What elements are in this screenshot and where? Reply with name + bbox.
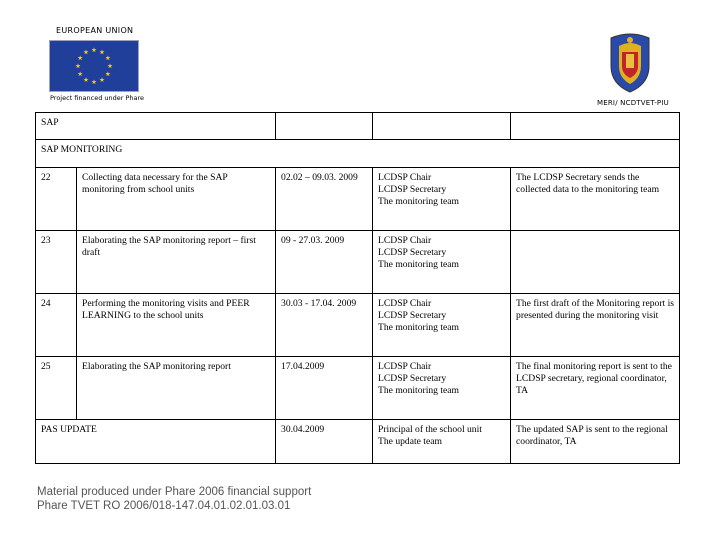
responsible-line: LCDSP Chair <box>378 298 432 309</box>
row-number: 22 <box>36 168 77 231</box>
sap-table <box>35 112 680 464</box>
table-row <box>36 231 680 294</box>
romania-coat-of-arms-icon <box>607 32 653 94</box>
star-icon <box>84 77 89 82</box>
responsible-line: Principal of the school unit <box>378 424 482 435</box>
footer-line-1: Material produced under Phare 2006 financial support <box>37 486 312 498</box>
row-activity: Performing the monitoring visits and PEER LEARNING to the school units <box>77 294 276 357</box>
star-icon <box>100 50 105 55</box>
footer-line-2: Phare TVET RO 2006/018-147.04.01.02.01.03.01 <box>37 500 291 512</box>
pas-result: The updated SAP is sent to the regional coordinator, TA <box>511 420 680 464</box>
row-number: 23 <box>36 231 77 294</box>
responsible-line: LCDSP Chair <box>378 172 432 183</box>
pas-responsible <box>373 420 511 464</box>
section-row <box>36 140 680 168</box>
project-label: Project financed under Phare <box>50 94 145 102</box>
star-icon <box>100 77 105 82</box>
row-period: 30.03 - 17.04. 2009 <box>276 294 373 357</box>
row-responsible <box>373 294 511 357</box>
star-icon <box>76 63 81 68</box>
eu-stars <box>50 41 138 91</box>
row-activity: Elaborating the SAP monitoring report – first draft <box>77 231 276 294</box>
pas-period: 30.04.2009 <box>276 420 373 464</box>
row-activity: Elaborating the SAP monitoring report <box>77 357 276 420</box>
star-icon <box>78 71 83 76</box>
eu-flag-icon <box>49 40 139 92</box>
empty-cell <box>276 113 373 140</box>
row-period: 09 - 27.03. 2009 <box>276 231 373 294</box>
table-row <box>36 294 680 357</box>
eu-label: EUROPEAN UNION <box>56 26 134 35</box>
star-icon <box>92 79 97 84</box>
table-row <box>36 168 680 231</box>
responsible-line: The update team <box>378 436 442 447</box>
responsible-line: The monitoring team <box>378 196 460 207</box>
star-icon <box>78 55 83 60</box>
row-result: The first draft of the Monitoring report is presented during the monitoring visit <box>511 294 680 357</box>
responsible-line: The monitoring team <box>378 259 460 270</box>
row-activity: Collecting data necessary for the SAP monitoring from school units <box>77 168 276 231</box>
ministry-label: MERI/ NCDTVET-PIU <box>597 99 669 107</box>
row-responsible <box>373 231 511 294</box>
row-period: 02.02 – 09.03. 2009 <box>276 168 373 231</box>
row-period: 17.04.2009 <box>276 357 373 420</box>
row-result <box>511 231 680 294</box>
responsible-line: LCDSP Secretary <box>378 247 447 258</box>
responsible-line: The monitoring team <box>378 385 460 396</box>
table-row <box>36 357 680 420</box>
table-title-row <box>36 113 680 140</box>
star-icon <box>92 47 97 52</box>
star-icon <box>105 71 110 76</box>
star-icon <box>105 55 110 60</box>
row-result: The LCDSP Secretary sends the collected data to the monitoring team <box>511 168 680 231</box>
responsible-line: LCDSP Chair <box>378 361 432 372</box>
empty-cell <box>373 113 511 140</box>
star-icon <box>84 50 89 55</box>
row-responsible <box>373 357 511 420</box>
section-title: SAP MONITORING <box>36 140 680 168</box>
responsible-line: LCDSP Secretary <box>378 373 447 384</box>
row-result: The final monitoring report is sent to the LCDSP secretary, regional coordinator, TA <box>511 357 680 420</box>
footer <box>37 485 311 513</box>
responsible-line: LCDSP Chair <box>378 235 432 246</box>
star-icon <box>108 63 113 68</box>
pas-update-row <box>36 420 680 464</box>
responsible-line: LCDSP Secretary <box>378 184 447 195</box>
table-title: SAP <box>36 113 276 140</box>
row-responsible <box>373 168 511 231</box>
empty-cell <box>511 113 680 140</box>
responsible-line: The monitoring team <box>378 322 460 333</box>
responsible-line: LCDSP Secretary <box>378 310 447 321</box>
row-number: 25 <box>36 357 77 420</box>
pas-label: PAS UPDATE <box>36 420 276 464</box>
row-number: 24 <box>36 294 77 357</box>
